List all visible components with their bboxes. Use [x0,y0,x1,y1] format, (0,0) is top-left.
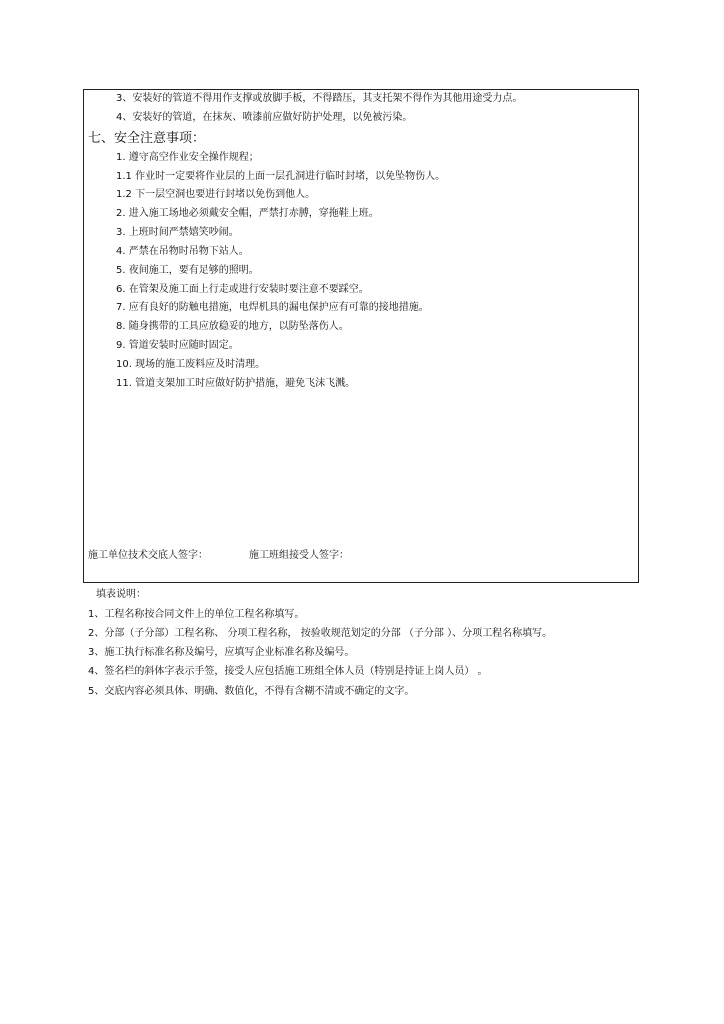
item-top-3: 3、安装好的管道不得用作支撑或放脚手板，不得踏压，其支托架不得作为其他用途受力点。 [116,93,523,104]
note-item: 3、施工执行标准名称及编号，应填写企业标准名称及编号。 [88,647,355,658]
safety-item: 1.1 作业时一定要将作业层的上面一层孔洞进行临时封堵，以免坠物伤人。 [116,171,446,182]
safety-item: 4. 严禁在吊物时吊物下站人。 [116,246,249,257]
safety-item: 6. 在管架及施工面上行走或进行安装时要注意不要踩空。 [116,284,369,295]
note-item: 4、签名栏的斜体字表示手签，接受人应包括施工班组全体人员（特别是持证上岗人员） 。 [88,666,488,677]
signature-discloser-label: 施工单位技术交底人签字： [88,550,208,561]
safety-item: 5. 夜间施工，要有足够的照明。 [116,265,259,276]
safety-item: 11. 管道支架加工时应做好防护措施，避免飞沫飞溅。 [116,378,356,389]
safety-item: 2. 进入施工场地必须戴安全帽，严禁打赤膊，穿拖鞋上班。 [116,208,379,219]
safety-item: 9. 管道安装时应随时固定。 [116,340,239,351]
notes-title: 填表说明： [96,589,146,600]
item-top-4: 4、安装好的管道，在抹灰、喷漆前应做好防护处理，以免被污染。 [116,112,413,123]
safety-item: 1. 遵守高空作业安全操作规程； [116,152,259,163]
note-item: 5、交底内容必须具体、明确、数值化，不得有含糊不清或不确定的文字。 [88,686,415,697]
safety-item: 1.2 下一层空洞也要进行封堵以免伤到他人。 [116,189,316,200]
note-item: 1、工程名称按合同文件上的单位工程名称填写。 [88,609,305,620]
safety-item: 3. 上班时间严禁嬉笑吵闹。 [116,227,239,238]
safety-item: 8. 随身携带的工具应放稳妥的地方，以防坠落伤人。 [116,321,349,332]
safety-item: 7. 应有良好的防触电措施，电焊机具的漏电保护应有可靠的接地措施。 [116,302,429,313]
signature-receiver-label: 施工班组接受人签字： [249,550,349,561]
section-title-safety: 七、安全注意事项： [88,131,206,146]
note-item: 2、分部（子分部）工程名称、 分项工程名称， 按验收规范划定的分部 （子分部 ）、分项工程名称填写。 [88,628,553,639]
safety-item: 10. 现场的施工废料应及时清理。 [116,359,266,370]
